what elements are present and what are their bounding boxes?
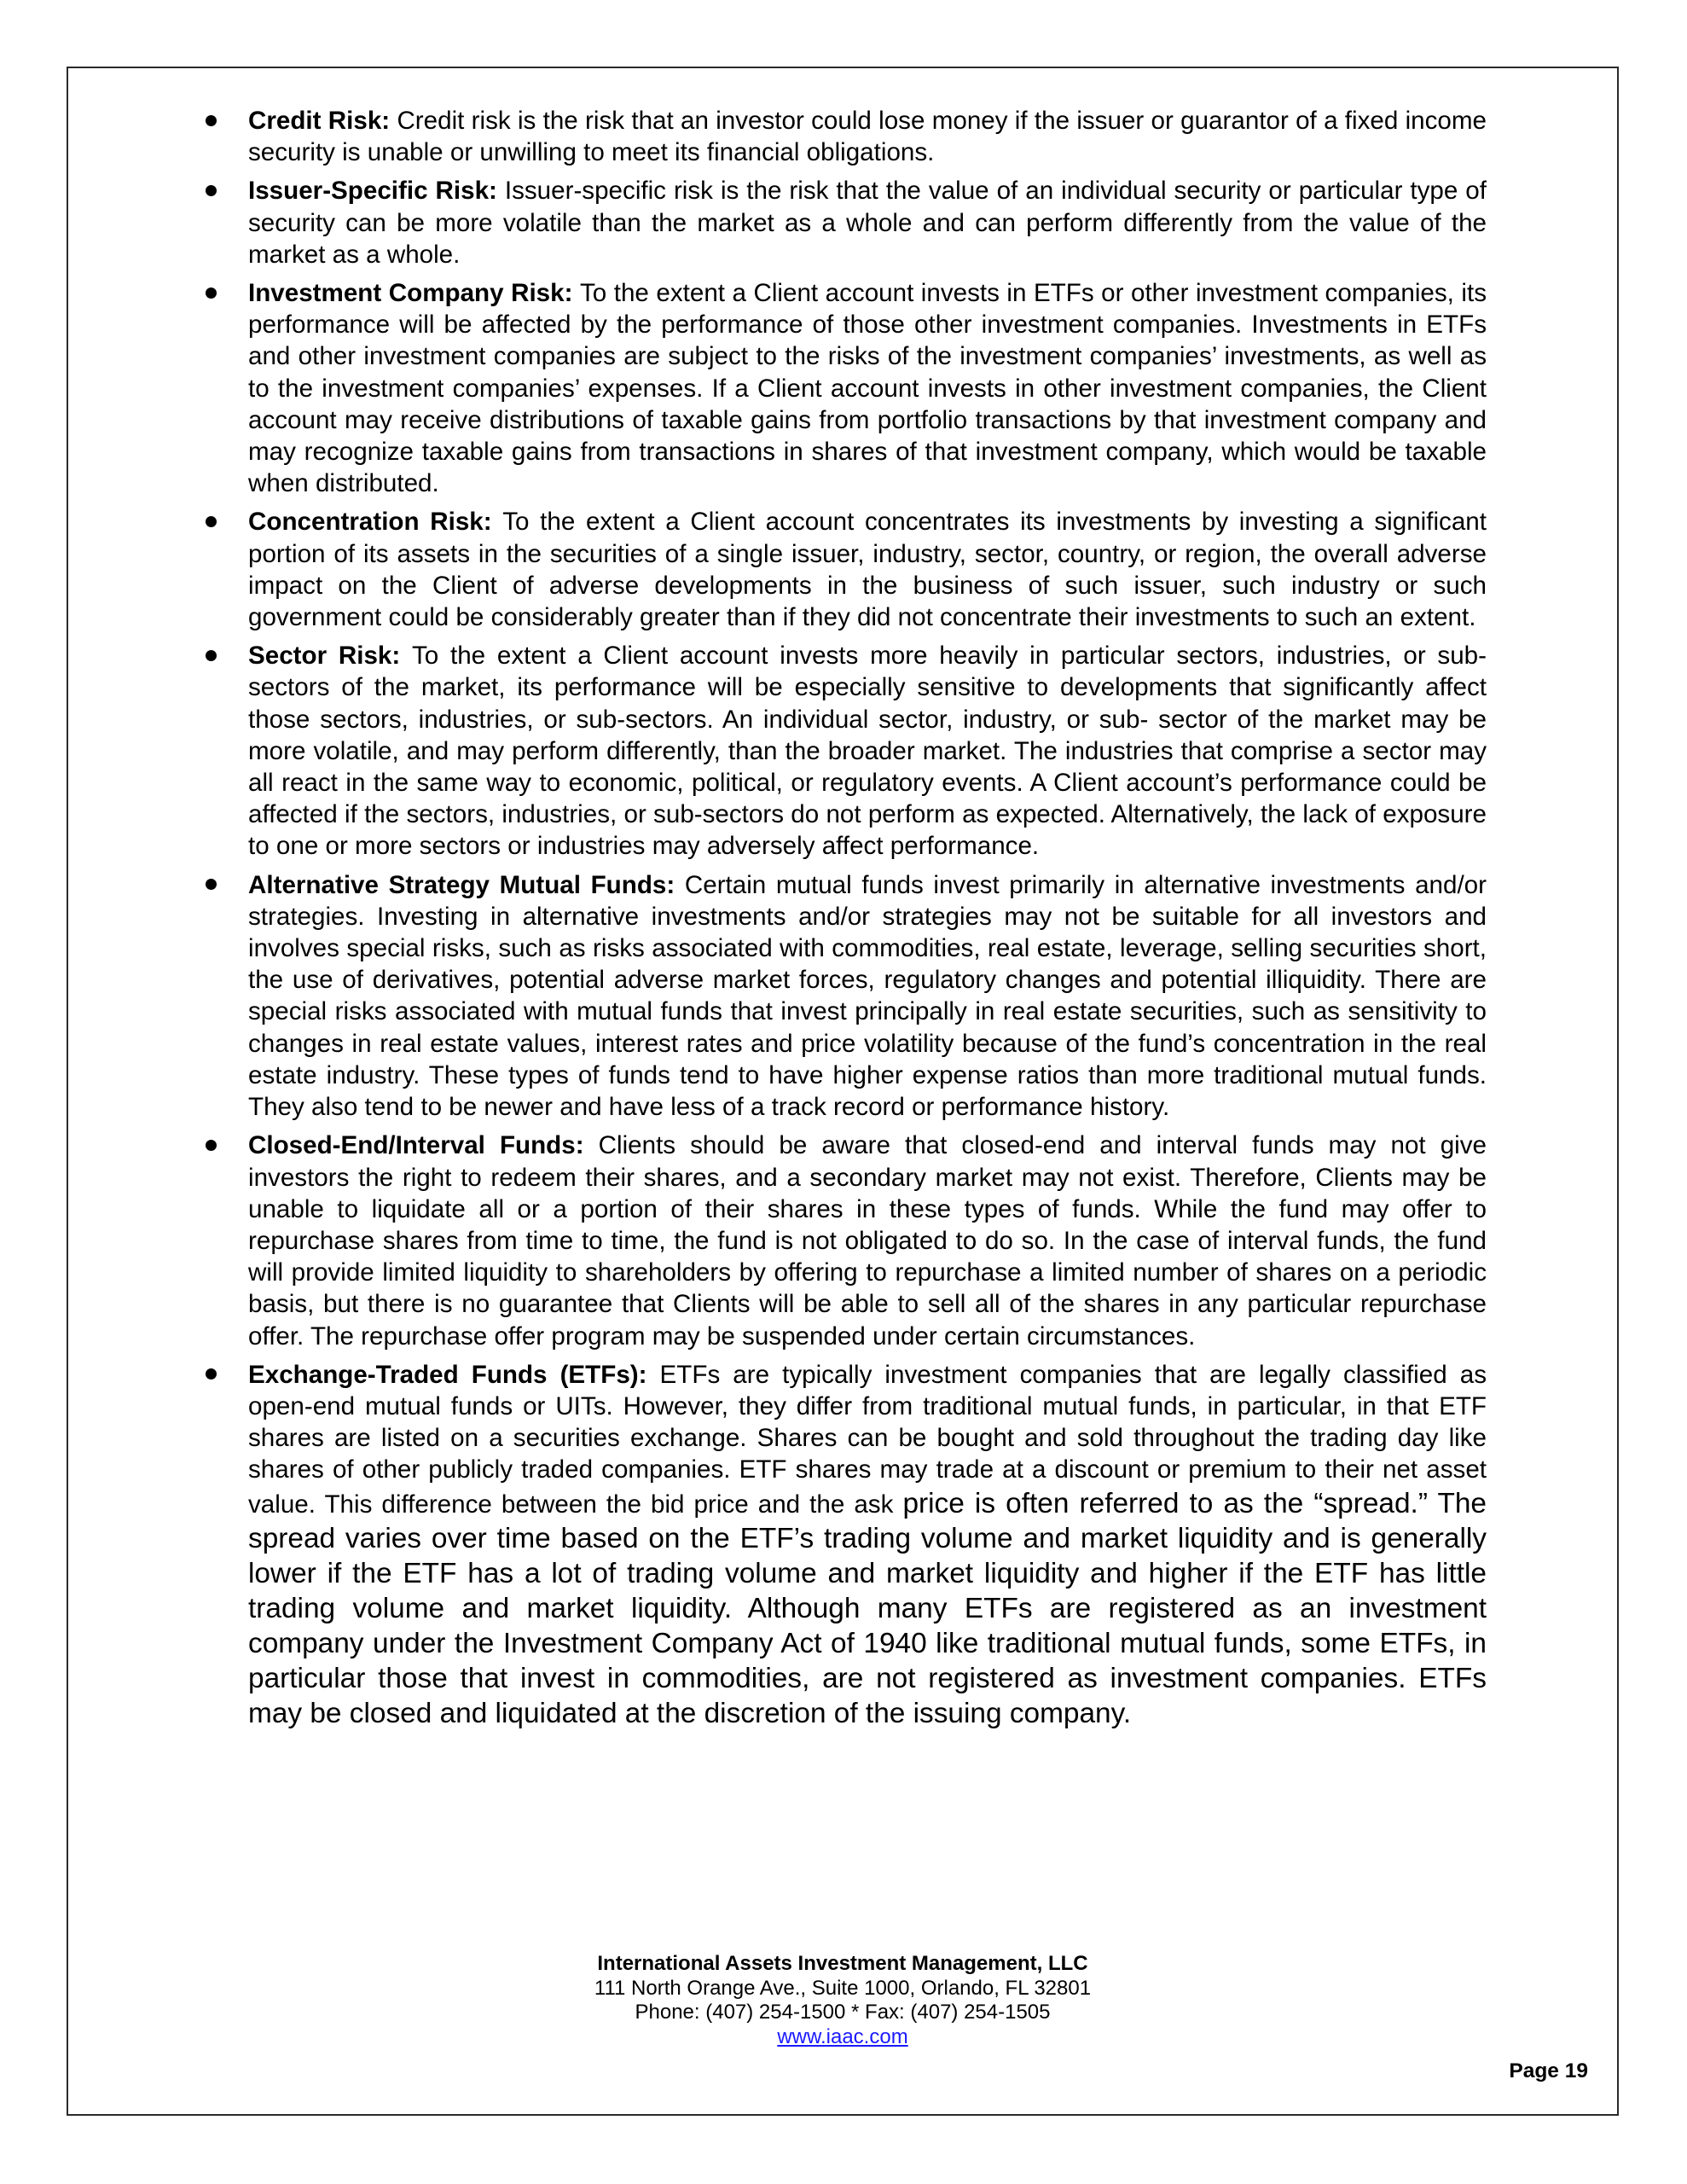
risk-item-investment-company <box>248 277 1487 499</box>
risk-item-concentration <box>248 506 1487 633</box>
bullet-icon <box>206 869 217 901</box>
risk-item-alternative-strategy <box>248 869 1487 1124</box>
risk-body: ETFs are typically investment companies that are legally classified as open-end mutual funds or UITs. However, they differ from traditional mutual funds, in particular, in that ETF shares are listed on a securities exchange. Shares can be bought and sold throughout the trading day like shares of other publicly traded companies. ETF shares may trade at a discount or premium to their net asset value. This difference between the bid price and the ask <box>248 1360 1487 1519</box>
risk-body: To the extent a Client account invests more heavily in particular sectors, industries, or sub-sectors of the market, its performance will be especially sensitive to developments that significantly affect those sectors, industries, or sub-sectors. An individual sector, industry, or sub- sector of the market may be more volatile, and may perform differently, than the broader market. The industries that comprise a sector may all react in the same way to economic, political, or regulatory events. A Client account’s performance could be affected if the sectors, industries, or sub-sectors do not perform as expected. Alternatively, the lack of exposure to one or more sectors or industries may adversely affect performance. <box>248 642 1487 861</box>
bullet-icon <box>206 1359 217 1391</box>
risk-title: Credit Risk: <box>248 107 397 135</box>
footer-address: 111 North Orange Ave., Suite 1000, Orlando, FL 32801 <box>594 1976 1092 2000</box>
bullet-icon <box>206 506 217 537</box>
risk-item-etfs <box>248 1359 1487 1731</box>
risk-title: Sector Risk: <box>248 642 412 671</box>
footer-company-name: International Assets Investment Management, LLC <box>597 1952 1088 1975</box>
risk-title: Issuer-Specific Risk: <box>248 177 505 206</box>
footer-website-link[interactable]: www.iaac.com <box>777 2024 908 2048</box>
bullet-icon <box>206 105 217 136</box>
bullet-icon <box>206 175 217 206</box>
bullet-icon <box>206 1130 217 1161</box>
risk-item-sector <box>248 640 1487 862</box>
risk-body: To the extent a Client account invests in ETFs or other investment companies, its performance will be affected by the performance of those other investment companies. Investments in ETFs and other investment companies are subject to the risks of the investment companies’ investments, as well as to the investment companies’ expenses. If a Client account invests in other investment companies, the Client account may receive distributions of taxable gains from portfolio transactions by that investment company and may recognize taxable gains from transactions in shares of that investment company, which would be taxable when distributed. <box>248 279 1487 498</box>
footer-phone-fax: Phone: (407) 254-1500 * Fax: (407) 254-1505 <box>635 2001 1051 2024</box>
page-number: Page 19 <box>1509 2059 1588 2082</box>
bullet-icon <box>206 277 217 309</box>
risk-body: Issuer-specific risk is the risk that the value of an individual security or particular type of security can be more volatile than the market as a whole and can perform differently from the value of the market as a whole. <box>248 177 1487 269</box>
page-footer <box>67 1952 1619 2049</box>
risk-title: Closed-End/Interval Funds: <box>248 1131 599 1160</box>
risk-body: Credit risk is the risk that an investor could lose money if the issuer or guarantor of a fixed income security is unable or unwilling to meet its financial obligations. <box>248 107 1487 167</box>
risk-body: To the extent a Client account concentrates its investments by investing a significant portion of its assets in the securities of a single issuer, industry, sector, country, or region, the overall adverse impact on the Client of adverse developments in the business of such issuer, such industry or such government could be considerably greater than if they did not concentrate their investments to such an extent. <box>248 508 1487 632</box>
risk-title: Alternative Strategy Mutual Funds: <box>248 870 685 899</box>
risk-item-issuer-specific <box>248 175 1487 270</box>
risk-body-continued: price is often referred to as the “spread.” The spread varies over time based on the ETF’s trading volume and market liquidity and is generally lower if the ETF has a lot of trading volume and market liquidity and higher if the ETF has little trading volume and market liquidity. Although many ETFs are registered as an investment company under the Investment Company Act of 1940 like traditional mutual funds, some ETFs, in particular those that invest in commodities, are not registered as investment companies. ETFs may be closed and liquidated at the discretion of the issuing company. <box>248 1487 1487 1729</box>
risk-title: Investment Company Risk: <box>248 279 580 308</box>
risk-title: Exchange-Traded Funds (ETFs): <box>248 1360 660 1389</box>
risk-body: Certain mutual funds invest primarily in alternative investments and/or strategies. Investing in alternative investments and/or strategies may not be suitable for all investors and involves special risks, such as risks associated with commodities, real estate, leverage, selling securities short, the use of derivatives, potential adverse market forces, regulatory changes and potential illiquidity. There are special risks associated with mutual funds that invest principally in real estate securities, such as sensitivity to changes in real estate values, interest rates and price volatility because of the fund’s concentration in the real estate industry. These types of funds tend to have higher expense ratios than more traditional mutual funds. They also tend to be newer and have less of a track record or performance history. <box>248 870 1487 1122</box>
risk-item-credit <box>248 105 1487 168</box>
risk-item-closed-end-interval <box>248 1130 1487 1351</box>
risk-body: Clients should be aware that closed-end and interval funds may not give investors the right to redeem their shares, and a secondary market may not exist. Therefore, Clients may be unable to liquidate all or a portion of their shares in these types of funds. While the fund may offer to repurchase shares from time to time, the fund is not obligated to do so. In the case of interval funds, the fund will provide limited liquidity to shareholders by offering to repurchase a limited number of shares on a periodic basis, but there is no guarantee that Clients will be able to sell all of the shares in any particular repurchase offer. The repurchase offer program may be suspended under certain circumstances. <box>248 1131 1487 1350</box>
risk-title: Concentration Risk: <box>248 508 503 537</box>
bullet-icon <box>206 640 217 671</box>
risk-disclosure-list <box>248 105 1487 1738</box>
